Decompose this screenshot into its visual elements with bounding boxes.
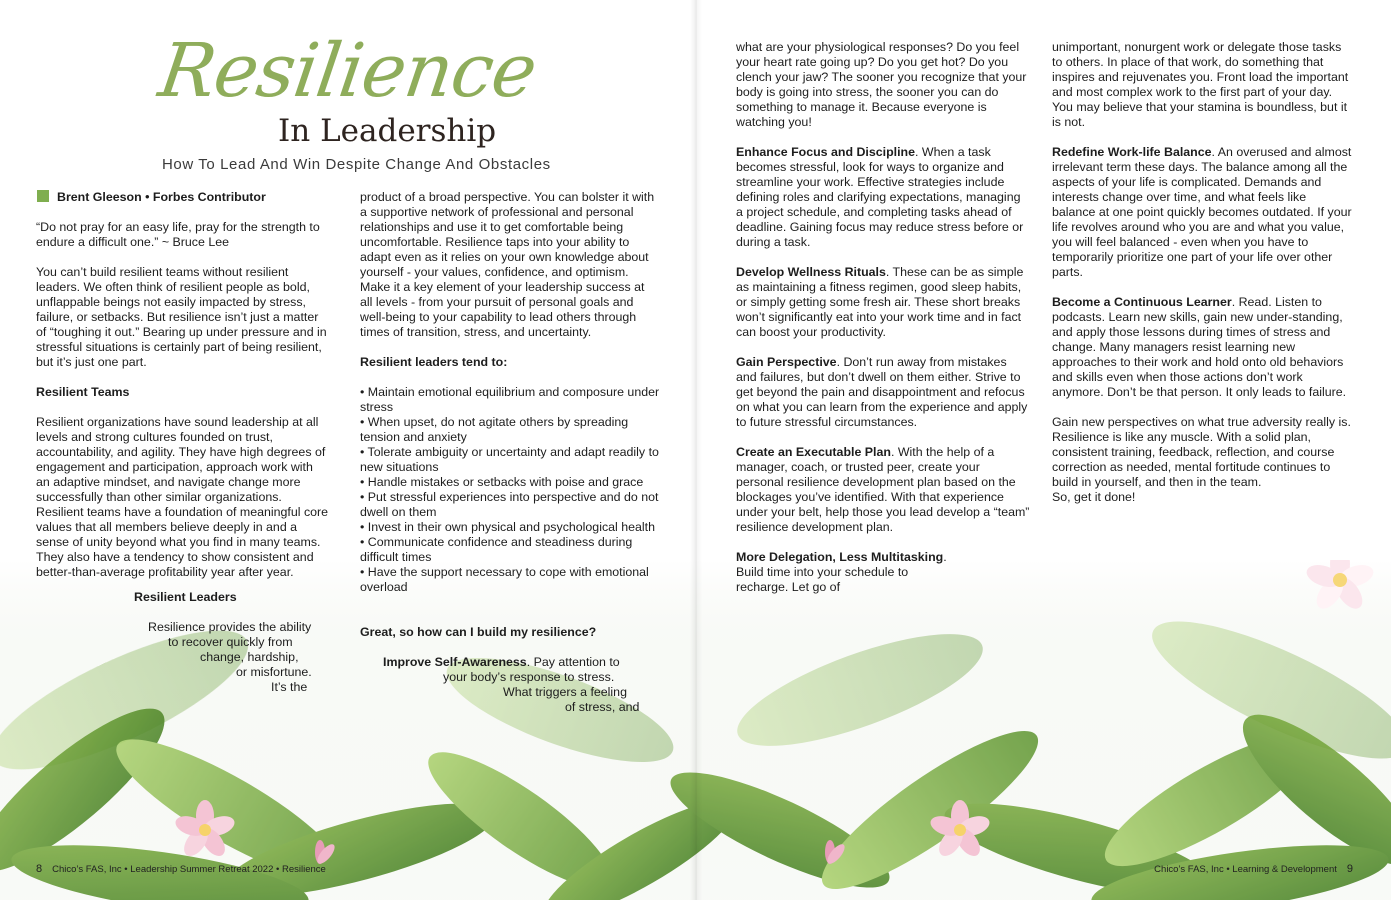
list-item: • Invest in their own physical and psychological health bbox=[360, 520, 655, 534]
leaders-line: change, hardship, bbox=[200, 650, 299, 664]
delegation-heading: More Delegation, Less Multitasking bbox=[736, 550, 944, 564]
column-4 bbox=[1052, 40, 1352, 505]
footer-text: Chico’s FAS, Inc • Learning & Development bbox=[1154, 864, 1337, 875]
title-tagline: How To Lead And Win Despite Change And Obstacles bbox=[162, 156, 551, 173]
leaders-line: to recover quickly from bbox=[168, 635, 293, 649]
awareness-text: . Pay attention to bbox=[526, 655, 620, 669]
focus-text: . When a task becomes stressful, look for ways to organize and streamline your work. Effective strategies include defining roles and clarifying expectations, managing a project schedule, and completing tasks ahead of deadline. Gaining focus may reduce stress before or during a task. bbox=[736, 145, 1024, 249]
physiological-paragraph: what are your physiological responses? Do you feel your heart rate going up? Do you get hot? Do you clench your jaw? The sooner you recognize that your body is going into stress, the sooner you can do something to manage it. Because everyone is watching you! bbox=[736, 40, 1027, 129]
footer-left bbox=[26, 863, 326, 875]
closing-text: Gain new perspectives on what true adversity really is. Resilience is like any muscle. With a solid plan, consistent training, feedback, reflection, and course correction as needed, mental fortitude continues to build in yourself, and then in the team. bbox=[1052, 415, 1351, 489]
square-icon bbox=[37, 190, 49, 202]
delegation-paragraph bbox=[736, 550, 1030, 595]
leaders-line: Resilience provides the ability bbox=[148, 620, 312, 634]
plan-paragraph bbox=[736, 445, 1030, 535]
delegation-line: Build time into your schedule to bbox=[736, 565, 909, 579]
list-item: • When upset, do not agitate others by spreading tension and anxiety bbox=[360, 415, 629, 444]
intro-paragraph: You can’t build resilient teams without resilient leaders. We often think of resilient people as bold, unflappable beings not easily impacted by stress, failure, or setbacks. But resilience isn’t just a matter of “toughing it out.” Bearing up under pressure and in stressful situations is certainly part of being resilient, but it’s just one part. bbox=[36, 265, 327, 369]
wellness-paragraph bbox=[736, 265, 1030, 340]
closing-line: So, get it done! bbox=[1052, 490, 1136, 504]
footer-text: Chico’s FAS, Inc • Leadership Summer Retreat 2022 • Resilience bbox=[52, 864, 326, 875]
quote: “Do not pray for an easy life, pray for the strength to endure a difficult one.” ~ Bruce Lee bbox=[36, 220, 320, 249]
wellness-heading: Develop Wellness Rituals bbox=[736, 265, 886, 279]
list-item: • Maintain emotional equilibrium and composure under stress bbox=[360, 385, 660, 414]
list-item: • Tolerate ambiguity or uncertainty and adapt readily to new situations bbox=[360, 445, 659, 474]
column-3 bbox=[736, 40, 1030, 595]
perspective-paragraph bbox=[736, 355, 1030, 430]
teams-heading: Resilient Teams bbox=[36, 385, 130, 399]
awareness-heading: Improve Self-Awareness bbox=[383, 655, 527, 669]
focus-heading: Enhance Focus and Discipline bbox=[736, 145, 916, 159]
nonurgent-paragraph: unimportant, nonurgent work or delegate those tasks to others. In place of that work, do something that inspires and rejuvenates you. Front load the important and most complex work to the first part of your day. You may believe that your stamina is boundless, but it is not. bbox=[1052, 40, 1349, 129]
title-main: Resilience bbox=[153, 28, 542, 114]
list-item: • Put stressful experiences into perspective and do not dwell on them bbox=[360, 490, 659, 519]
awareness-line: of stress, and bbox=[565, 700, 640, 714]
plan-text: . With the help of a manager, coach, or trusted peer, create your personal resilience development plan based on the blockages you’ve identified. With that experience under your belt, help those you lead develop a “team” resilience development plan. bbox=[736, 445, 1030, 534]
leaders-heading: Resilient Leaders bbox=[134, 590, 237, 604]
page-number: 8 bbox=[36, 863, 43, 875]
perspective-heading: Gain Perspective bbox=[736, 355, 837, 369]
build-heading: Great, so how can I build my resilience? bbox=[360, 625, 597, 639]
list-item: • Communicate confidence and steadiness during difficult times bbox=[360, 535, 633, 564]
perspective-text: . Don’t run away from mistakes and failures, but don’t dwell on them either. Strive to get beyond the pain and disappointment and refocus on what you can learn from the experience and apply to future stressful circumstances. bbox=[736, 355, 1028, 429]
wellness-text: . These can be as simple as maintaining a fitness regimen, good sleep habits, or simply getting some fresh air. These short breaks won’t significantly eat into your work time and in fact can boost your productivity. bbox=[736, 265, 1024, 339]
learner-heading: Become a Continuous Learner bbox=[1052, 295, 1232, 309]
balance-text: . An overused and almost irrelevant term these days. The balance among all the aspects of your life is complicated. Demands and interests change over time, and what feels like balance at one point quickly becomes outdated. If your life revolves around who you are and what you value, you will feel balanced - even when you have to temporarily prioritize one part of your life over other parts. bbox=[1052, 145, 1352, 279]
balance-paragraph bbox=[1052, 145, 1352, 280]
closing-paragraph bbox=[1052, 415, 1352, 505]
leaders-paragraph bbox=[36, 620, 330, 695]
awareness-line: your body’s response to stress. bbox=[443, 670, 615, 684]
awareness-paragraph bbox=[360, 655, 660, 715]
leaders-line: It’s the bbox=[271, 680, 308, 694]
tend-list bbox=[360, 385, 660, 595]
column-1 bbox=[36, 220, 330, 695]
page-number: 9 bbox=[1346, 863, 1353, 875]
awareness-line bbox=[360, 655, 660, 670]
title-sub: In Leadership bbox=[278, 113, 497, 149]
list-item: • Have the support necessary to cope with emotional overload bbox=[360, 565, 649, 594]
delegation-line bbox=[736, 550, 1030, 565]
byline bbox=[37, 190, 266, 205]
delegation-line: recharge. Let go of bbox=[736, 580, 841, 594]
byline-text: Brent Gleeson • Forbes Contributor bbox=[57, 190, 266, 204]
focus-paragraph bbox=[736, 145, 1030, 250]
teams-paragraph: Resilient organizations have sound leadership at all levels and strong cultures founded on trust, accountability, and agility. They have high degrees of engagement and participation, approach work with an adaptive mindset, and navigate change more successfully than other similar organizations. Resilient teams have a foundation of meaningful core values that all members believe deeply in and a sense of unity beyond what you find in many teams. They also have a tendency to show consistent and better-than-average profitability year after year. bbox=[36, 415, 329, 579]
learner-paragraph bbox=[1052, 295, 1352, 400]
left-page bbox=[0, 0, 695, 900]
footer-right bbox=[1154, 863, 1363, 875]
plan-heading: Create an Executable Plan bbox=[736, 445, 891, 459]
balance-heading: Redefine Work-life Balance bbox=[1052, 145, 1212, 159]
delegation-text: . bbox=[943, 550, 947, 564]
column-2 bbox=[360, 190, 660, 715]
tend-heading: Resilient leaders tend to: bbox=[360, 355, 508, 369]
list-item: • Handle mistakes or setbacks with poise and grace bbox=[360, 475, 644, 489]
awareness-line: What triggers a feeling bbox=[503, 685, 627, 699]
leaders-line: or misfortune. bbox=[236, 665, 312, 679]
broad-perspective-paragraph: product of a broad perspective. You can bolster it with a supportive network of professional and personal relationships and use it to get comfortable being uncomfortable. Resilience taps into your ability to adapt even as it relies on your own knowledge about yourself - your values, confidence, and optimism. Make it a key element of your leadership success at all levels - from your pursuit of personal goals and well-being to your capability to lead others through times of transition, stress, and uncertainty. bbox=[360, 190, 655, 339]
learner-text: . Read. Listen to podcasts. Learn new skills, gain new under-standing, and apply those lessons during times of stress and change. Many managers resist learning new approaches to their work and hold onto old behaviors and skills even when those actions don’t work anymore. Don’t be that person. It only leads to failure. bbox=[1052, 295, 1347, 399]
